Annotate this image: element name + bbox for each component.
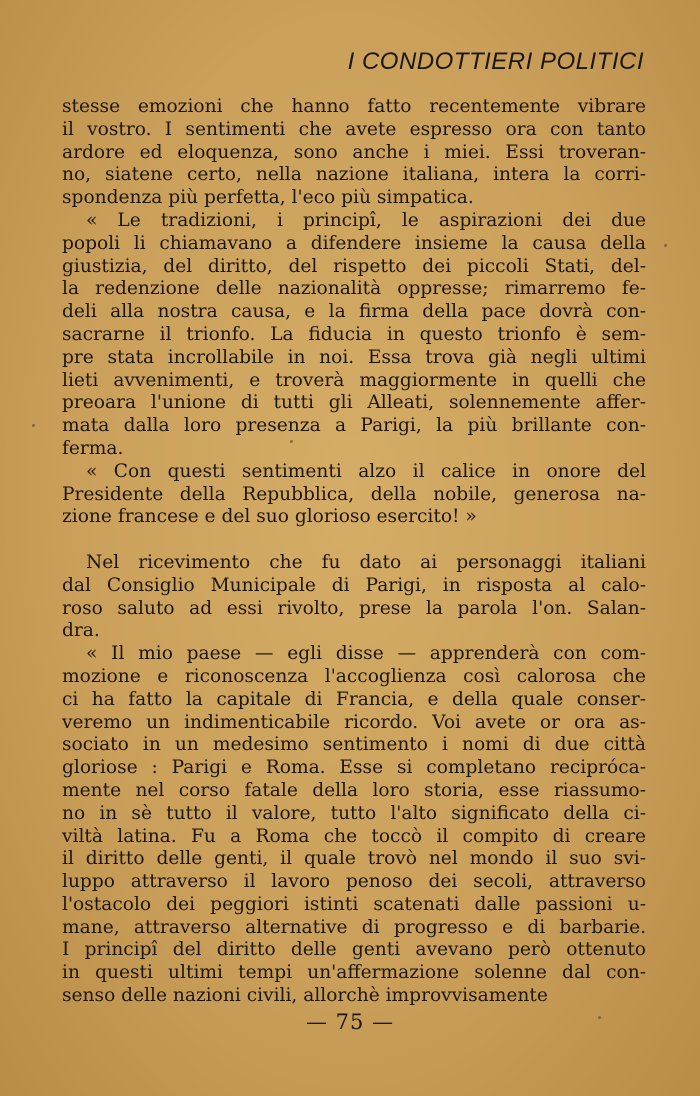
running-head: I CONDOTTIERI POLITICI [347,48,644,75]
text-line: spondenza più perfetta, l'eco più simpatica. [62,187,474,209]
text-line: mozione e riconoscenza l'accoglienza così calorosa che [62,665,646,687]
text-line: ci ha fatto la capitale di Francia, e della quale conser- [62,688,646,710]
text-line: luppo attraverso il lavoro penoso dei secoli, attraverso [62,871,646,893]
text-line: deli alla nostra causa, e la firma della pace dovrà con- [62,301,646,323]
text-line: veremo un indimenticabile ricordo. Voi avete or ora as- [62,711,646,733]
text-line: no in sè tutto il valore, tutto l'alto significato della ci- [62,802,646,824]
text-line: viltà latina. Fu a Roma che toccò il compito di creare [62,825,646,847]
text-line: « Con questi sentimenti alzo il calice in onore del [86,460,646,482]
text-line: dal Consiglio Municipale di Parigi, in risposta al calo- [62,574,646,596]
text-line: mente nel corso fatale della loro storia, esse riassumo- [62,779,646,801]
paper-speck [290,440,293,443]
paragraph-gap [62,529,646,552]
text-line: popoli li chiamavano a difendere insieme la causa della [62,232,646,254]
text-line: Presidente della Repubblica, della nobile, generosa na- [62,483,646,505]
text-line: pre stata incrollabile in noi. Essa trova già negli ultimi [62,346,646,368]
text-line: stesse emozioni che hanno fatto recentemente vibrare [62,96,646,117]
text-line: il diritto delle genti, il quale trovò nel mondo il suo svi- [62,848,646,870]
text-line: sociato in un medesimo sentimento i nomi di due città [62,734,646,756]
text-line: no, siatene certo, nella nazione italiana, intera la corri- [62,164,646,186]
text-line: sacrarne il trionfo. La fiducia in questo trionfo è sem- [62,323,646,345]
paper-speck [32,424,35,427]
text-line: la redenzione delle nazionalità oppresse; rimarremo fe- [62,278,646,300]
text-line: in questi ultimi tempi un'affermazione solenne dal con- [62,962,646,984]
text-line: ardore ed eloquenza, sono anche i miei. Essi troveran- [62,141,646,163]
text-line: il vostro. I sentimenti che avete espresso ora con tanto [62,118,646,140]
text-line: zione francese e del suo glorioso esercito! » [62,506,477,528]
page-number: — 75 — [305,1010,395,1034]
text-line: I principî del diritto delle genti avevano però ottenuto [62,939,646,961]
text-line: gloriose : Parigi e Roma. Esse si completano recipróca- [62,757,646,779]
text-line: mata dalla loro presenza a Parigi, la più brillante con- [62,415,646,437]
text-line: roso saluto ad essi rivolto, prese la parola l'on. Salan- [62,597,646,619]
paper-speck [598,1016,601,1019]
text-line: mane, attraverso alternative di progresso e di barbarie. [62,916,646,938]
text-line: giustizia, del diritto, del rispetto dei piccoli Stati, del- [62,255,646,277]
body-text [62,96,646,1008]
text-line: Nel ricevimento che fu dato ai personaggi italiani [86,551,646,573]
text-line: « Il mio paese — egli disse — apprenderà con com- [86,643,646,665]
text-line: senso delle nazioni civili, allorchè improvvisamente [62,985,548,1007]
text-line: preoara l'unione di tutti gli Alleati, solennemente affer- [62,392,646,414]
text-line: dra. [62,620,100,642]
text-line: ferma. [62,437,124,459]
paper-speck [664,244,667,247]
text-line: « Le tradizioni, i principî, le aspirazioni dei due [86,209,646,231]
text-line: lieti avvenimenti, e troverà maggiormente in quelli che [62,369,646,391]
text-line: l'ostacolo dei peggiori istinti scatenati dalle passioni u- [62,893,646,915]
